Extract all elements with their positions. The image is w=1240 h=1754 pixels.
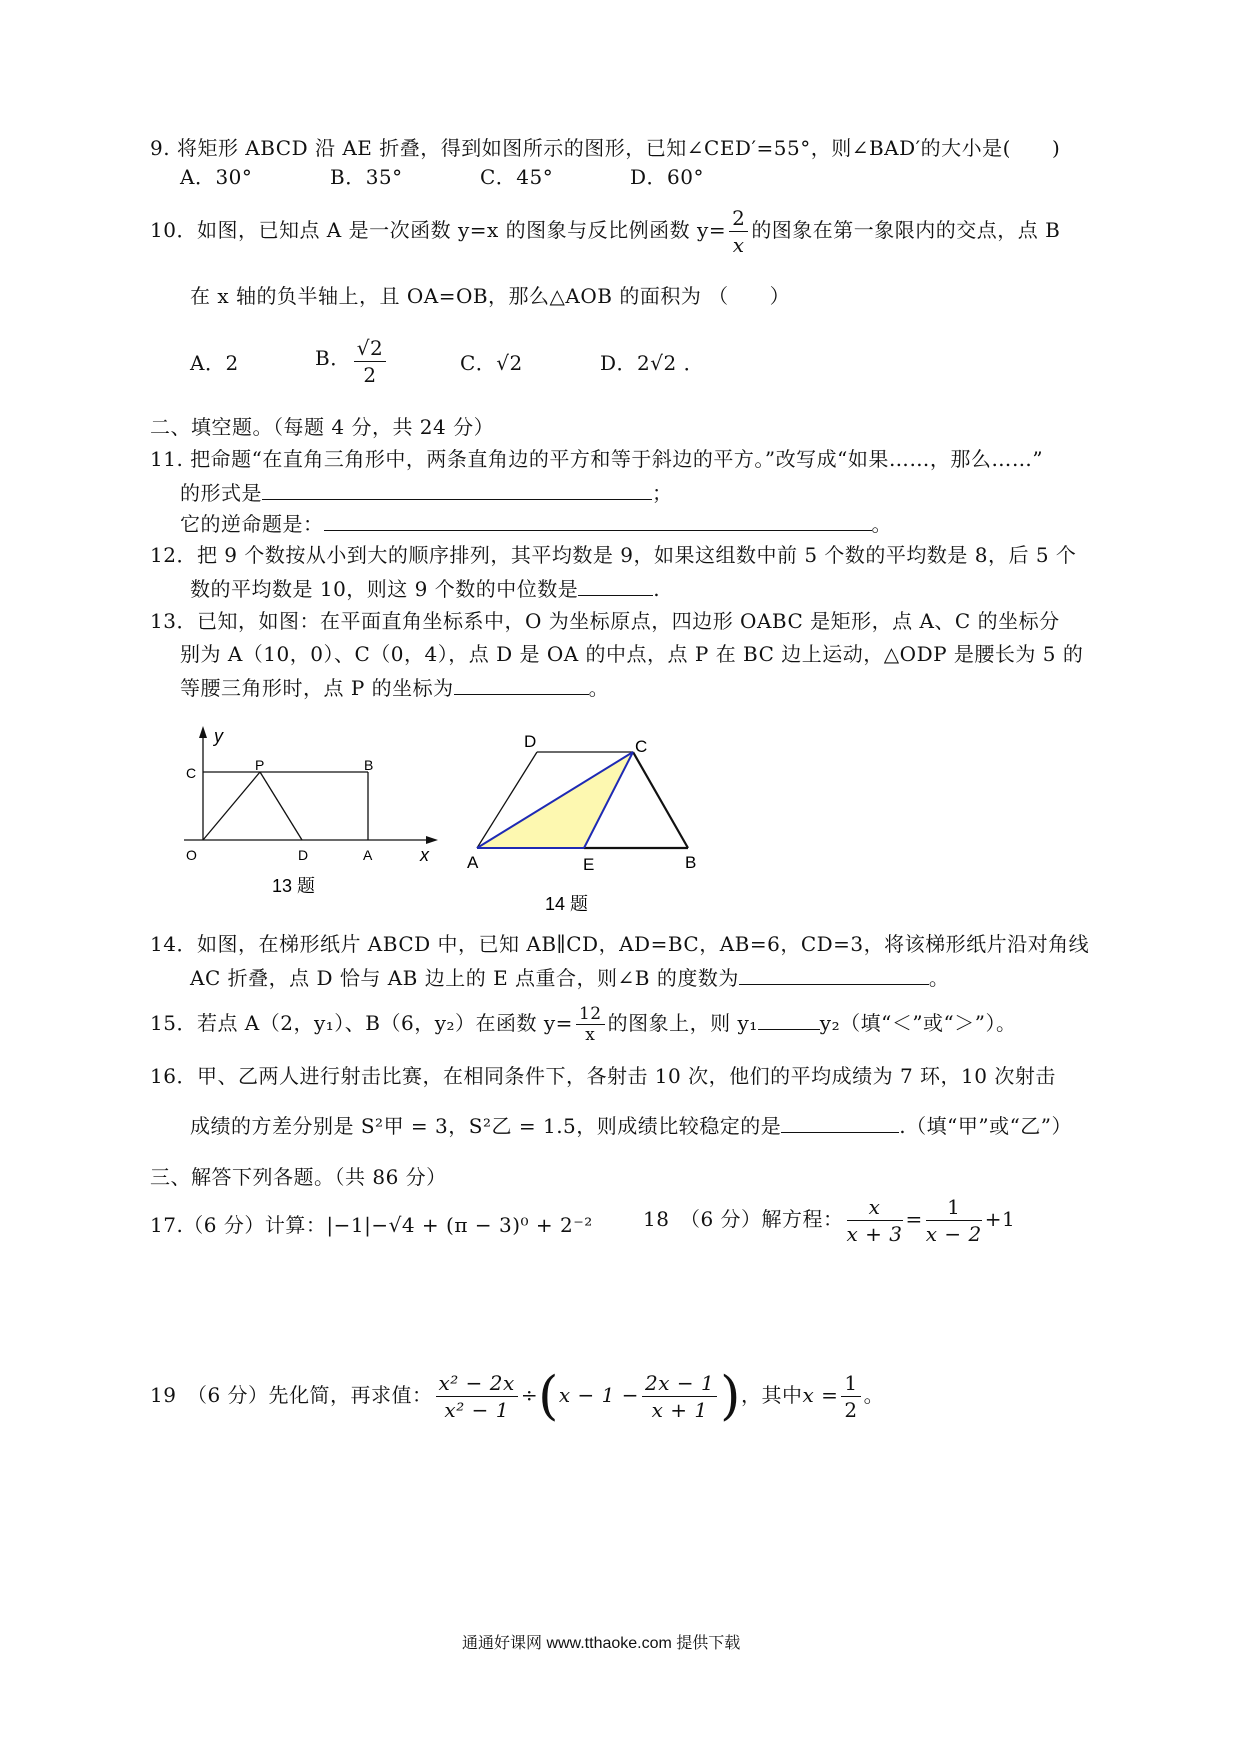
q15-frac-den: x xyxy=(585,1025,596,1045)
fig13-label-x: x xyxy=(420,845,429,865)
q15-answer-blank[interactable] xyxy=(758,1009,820,1030)
q18-eq: = xyxy=(905,1207,923,1231)
q10-option-b-num: √2 xyxy=(354,335,386,362)
q14-line1: 14．如图，在梯形纸片 ABCD 中，已知 AB∥CD，AD=BC，AB=6，CD=3，将该梯形纸片沿对角线 xyxy=(150,932,1090,956)
fig13-label-p: P xyxy=(255,757,265,773)
q10-option-b-frac xyxy=(354,335,386,388)
q12-line2-pre: 数的平均数是 10，则这 9 个数的中位数是 xyxy=(190,577,579,601)
q18-lhs-frac xyxy=(847,1194,903,1247)
q14-line2-post: 。 xyxy=(928,966,950,990)
q9-stem: 9. 将矩形 ABCD 沿 AE 折叠，得到如图所示的图形，已知∠CED′=55°，则∠BAD′的大小是( ) xyxy=(150,136,1061,160)
q13-answer-blank[interactable] xyxy=(454,674,589,695)
q11-line3-pre: 它的逆命题是： xyxy=(180,512,324,536)
fig13-label-o: O xyxy=(186,847,197,863)
q11-line3-post: 。 xyxy=(871,512,892,536)
q19-left-paren: ( xyxy=(538,1366,559,1427)
q19-frac-3-den: 2 xyxy=(844,1398,858,1422)
q9-option-d: D．60° xyxy=(630,165,704,189)
q9-option-b: B．35° xyxy=(330,165,403,189)
q10-stem-post: 的图象在第一象限内的交点，点 B xyxy=(751,218,1061,242)
q18-lhs-den: x + 3 xyxy=(846,1222,903,1246)
q19-line xyxy=(150,1366,885,1427)
q19-frac-3-num: 1 xyxy=(841,1370,860,1397)
fig14-label-c: C xyxy=(635,737,648,756)
q15-fraction xyxy=(576,1004,605,1045)
q15-line xyxy=(150,1004,1017,1045)
q18-rhs-den: x − 2 xyxy=(925,1222,982,1246)
q15-frac-num: 12 xyxy=(576,1004,605,1025)
q10-frac-num: 2 xyxy=(729,205,748,232)
q11-line3 xyxy=(180,510,892,537)
q19-paren-pre: x − 1 − xyxy=(558,1383,639,1407)
q19-frac-2-num: 2x − 1 xyxy=(642,1370,717,1397)
fig13-label-c: C xyxy=(186,765,197,781)
q12-line2-post: . xyxy=(653,577,661,601)
fig14-label-e: E xyxy=(583,855,595,874)
q13-line3 xyxy=(180,674,609,701)
q18-pre: 18 （6 分）解方程： xyxy=(643,1207,844,1231)
q11-line2-post: ； xyxy=(652,481,673,505)
fig13-label-a: A xyxy=(363,847,373,863)
q9-option-a: A．30° xyxy=(180,165,253,189)
q19-frac-1-den: x² − 1 xyxy=(444,1398,509,1422)
q19-div: ÷ xyxy=(520,1383,539,1407)
q19-right-paren: ) xyxy=(720,1366,741,1427)
q11-line2-pre: 的形式是 xyxy=(180,481,262,505)
q16-line2-pre: 成绩的方差分别是 S²甲 = 3，S²乙 = 1.5，则成绩比较稳定的是 xyxy=(190,1114,782,1138)
q19-frac-1 xyxy=(436,1370,518,1423)
fig14-label-a: A xyxy=(467,853,479,872)
q19-pre: 19 （6 分）先化简，再求值： xyxy=(150,1383,433,1407)
fig14-caption: 14 题 xyxy=(545,894,589,914)
q18-tail: +1 xyxy=(984,1207,1016,1231)
q11-line1: 11. 把命题“在直角三角形中，两条直角边的平方和等于斜边的平方。”改写成“如果……，那么……” xyxy=(150,447,1044,471)
q13-line2: 别为 A（10，0）、C（0，4），点 D 是 OA 的中点，点 P 在 BC 边上运动，△ODP 是腰长为 5 的 xyxy=(180,642,1084,666)
fig13-segment-pd xyxy=(260,772,302,840)
fig13-label-y: y xyxy=(214,726,223,746)
q15-mid: 的图象上，则 y₁ xyxy=(607,1011,758,1035)
fig13-x-axis-arrow xyxy=(426,836,438,844)
q17-line: 17.（6 分）计算：|−1|−√4 + (π − 3)⁰ + 2⁻² xyxy=(150,1213,593,1237)
q12-line2 xyxy=(190,575,660,602)
q14-answer-blank[interactable] xyxy=(739,964,929,985)
q16-answer-blank[interactable] xyxy=(781,1112,899,1133)
q19-frac-2-den: x + 1 xyxy=(651,1398,708,1422)
q10-line2: 在 x 轴的负半轴上，且 OA=OB，那么△AOB 的面积为 （ ） xyxy=(190,284,791,308)
q10-options xyxy=(190,335,790,395)
q19-end: 。 xyxy=(863,1383,885,1407)
q10-option-d: D．2√2 ． xyxy=(600,351,705,375)
q16-line1: 16．甲、乙两人进行射击比赛，在相同条件下，各射击 10 次，他们的平均成绩为 7 环，10 次射击 xyxy=(150,1064,1056,1088)
q12-line1: 12．把 9 个数按从小到大的顺序排列，其平均数是 9，如果这组数中前 5 个数的平均数是 8，后 5 个 xyxy=(150,543,1077,567)
q19-where: ，其中 xyxy=(740,1383,803,1407)
q19-frac-3 xyxy=(841,1370,860,1423)
q18-line xyxy=(643,1194,1015,1247)
fig13-segment-op xyxy=(203,772,260,840)
q10-option-a: A．2 xyxy=(190,351,239,375)
q12-answer-blank[interactable] xyxy=(578,575,653,596)
q10-option-b xyxy=(315,335,389,388)
q18-lhs-num: x xyxy=(847,1194,903,1221)
footer-credit: 通通好课网 www.tthaoke.com 提供下载 xyxy=(462,1635,741,1652)
q16-line2-post: .（填“甲”或“乙”） xyxy=(899,1114,1073,1138)
q16-line2 xyxy=(190,1112,1072,1139)
figure-13 xyxy=(170,720,450,910)
fig14-segment-cb xyxy=(633,752,688,848)
q18-rhs-num: 1 xyxy=(926,1194,982,1221)
q15-pre: 15．若点 A（2，y₁）、B（6，y₂）在函数 y= xyxy=(150,1011,573,1035)
fig13-caption: 13 题 xyxy=(272,876,316,896)
q19-xeq: x = xyxy=(802,1383,839,1407)
q18-rhs-frac xyxy=(926,1194,982,1247)
section2-title: 二、填空题。（每题 4 分，共 24 分） xyxy=(150,415,495,439)
q13-line3-pre: 等腰三角形时，点 P 的坐标为 xyxy=(180,676,454,700)
q11-line2 xyxy=(180,479,673,506)
q10-option-c: C．√2 xyxy=(460,351,523,375)
q19-frac-1-num: x² − 2x xyxy=(436,1370,518,1397)
fig14-label-b: B xyxy=(685,853,697,872)
q10-option-b-label: B． xyxy=(315,346,351,370)
q13-line1: 13．已知，如图：在平面直角坐标系中，O 为坐标原点，四边形 OABC 是矩形，点 A、C 的坐标分 xyxy=(150,609,1060,633)
figure-14 xyxy=(460,730,720,925)
q9-option-c: C．45° xyxy=(480,165,554,189)
q10-fraction xyxy=(729,205,748,258)
section3-title: 三、解答下列各题。（共 86 分） xyxy=(150,1165,447,1189)
q13-line3-post: 。 xyxy=(588,676,610,700)
q10-option-b-den: 2 xyxy=(363,363,377,387)
q19-frac-2 xyxy=(642,1370,717,1423)
q15-post: y₂（填“＜”或“＞”）。 xyxy=(819,1011,1017,1035)
q14-line2-pre: AC 折叠，点 D 恰与 AB 边上的 E 点重合，则∠B 的度数为 xyxy=(190,966,739,990)
fig13-label-d: D xyxy=(298,847,309,863)
q10-stem xyxy=(150,205,1060,258)
fig14-label-d: D xyxy=(524,732,537,751)
fig13-label-b: B xyxy=(364,757,374,773)
q10-frac-den: x xyxy=(732,233,745,257)
q11-answer-blank-2[interactable] xyxy=(324,510,872,531)
q10-stem-pre: 10．如图，已知点 A 是一次函数 y=x 的图象与反比例函数 y= xyxy=(150,218,727,242)
q14-line2 xyxy=(190,964,949,991)
q11-answer-blank-1[interactable] xyxy=(262,479,652,500)
fig13-y-axis-arrow xyxy=(199,726,207,738)
